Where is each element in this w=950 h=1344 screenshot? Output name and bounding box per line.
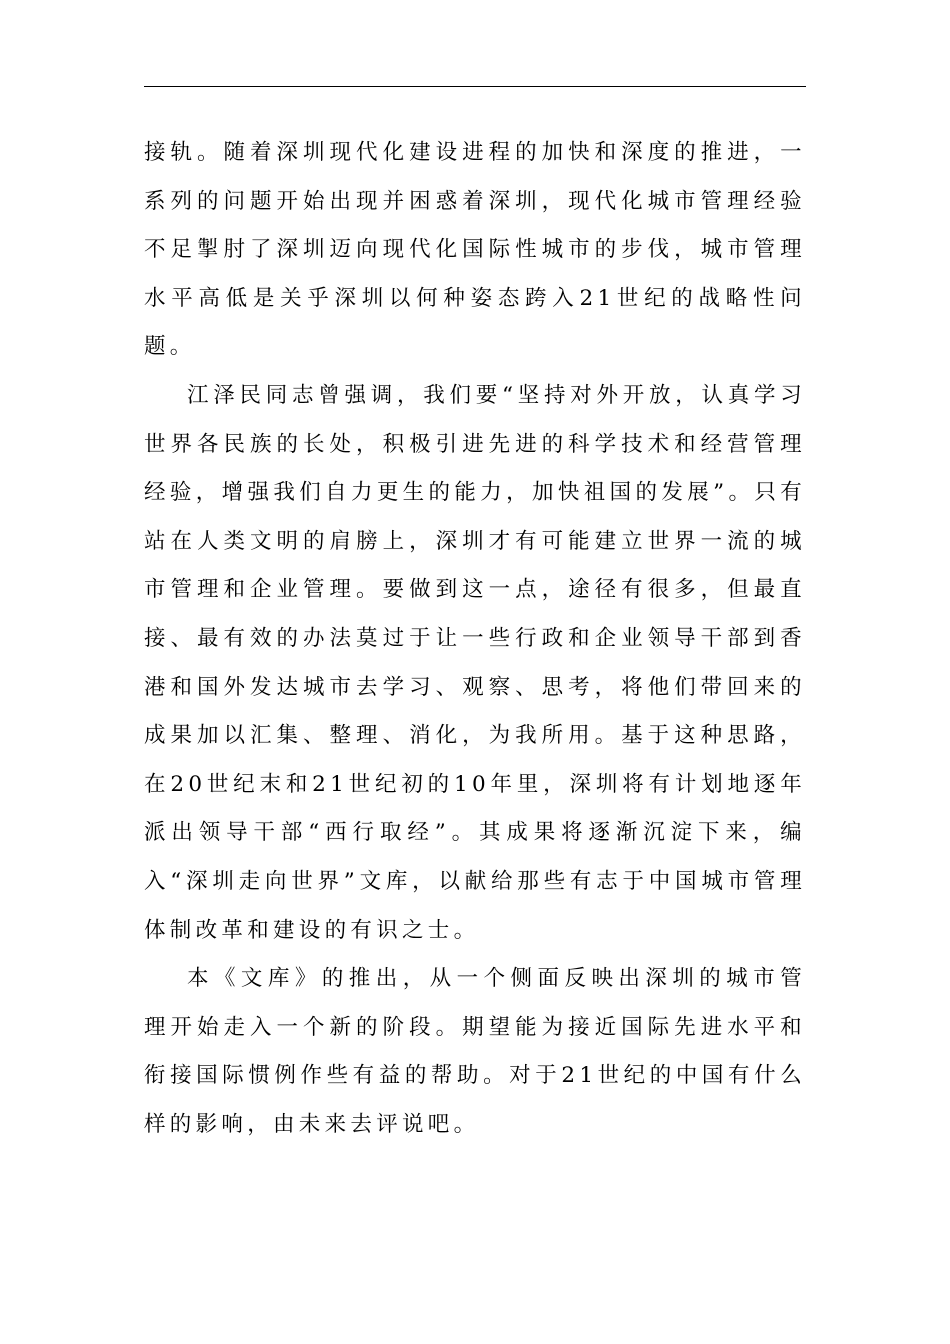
paragraph-quote: 江泽民同志曾强调，我们要“坚持对外开放，认真学习世界各民族的长处，积极引进先进的科学技术和经营管理经验，增强我们自力更生的能力，加快祖国的发展”。只有站在人类文明的肩膀上，深圳才有可能建立世界一流的城市管理和企业管理。要做到这一点，途径有很多，但最直接、最有效的办法莫过于让一些行政和企业领导干部到香港和国外发达城市去学习、观察、思考，将他们带回来的成果加以汇集、整理、消化，为我所用。基于这种思路，在20世纪末和21世纪初的10年里，深圳将有计划地逐年派出领导干部“西行取经”。其成果将逐渐沉淀下来，编入“深圳走向世界”文库，以献给那些有志于中国城市管理体制改革和建设的有识之士。 [144,382,806,943]
paragraph-closing: 本《文库》的推出，从一个侧面反映出深圳的城市管理开始走入一个新的阶段。期望能为接近国际先进水平和衔接国际惯例作些有益的帮助。对于21世纪的中国有什么样的影响，由未来去评说吧。 [144,966,806,1137]
header-rule [144,86,806,87]
paragraph-continued: 接轨。随着深圳现代化建设进程的加快和深度的推进，一系列的问题开始出现并困惑着深圳，现代化城市管理经验不足掣肘了深圳迈向现代化国际性城市的步伐，城市管理水平高低是关乎深圳以何种姿态跨入21世纪的战略性问题。 [144,140,806,360]
document-body [144,129,806,1149]
